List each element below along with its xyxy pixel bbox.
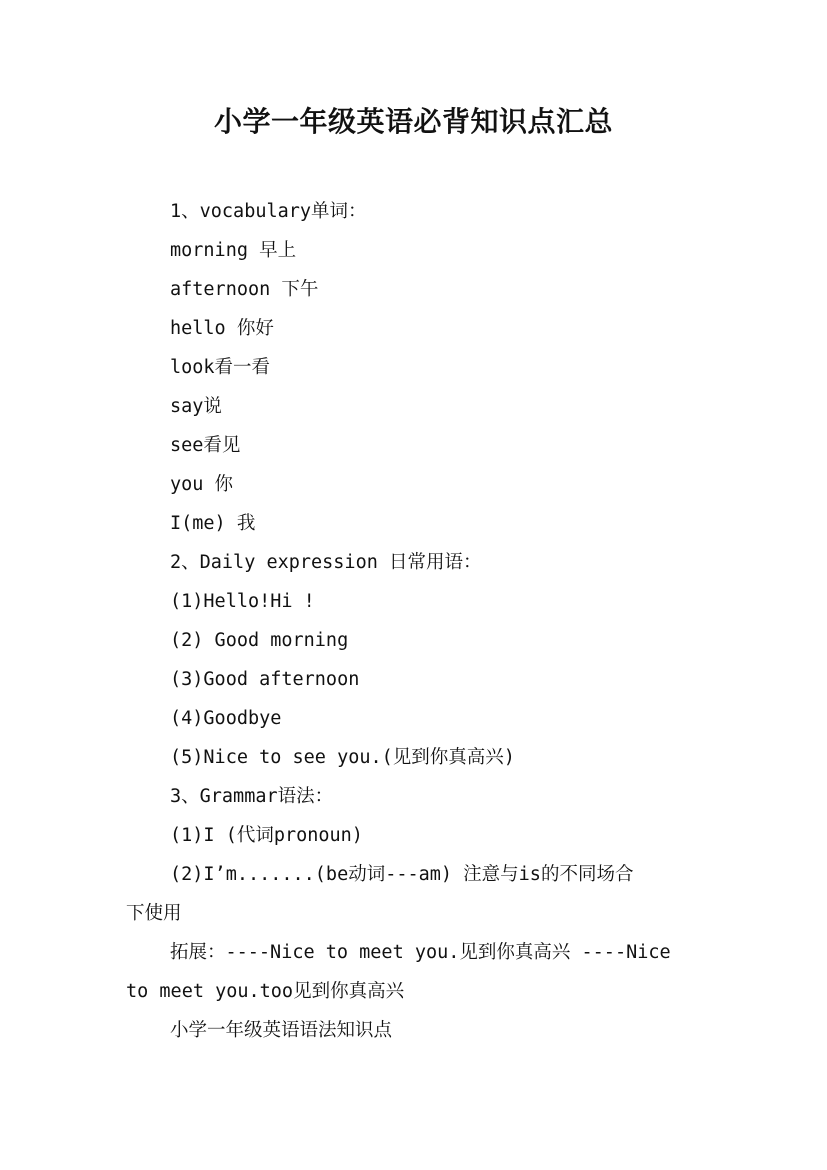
vocab-item-morning: morning 早上: [170, 240, 297, 261]
extension-line-1: 拓展：----Nice to meet you.见到你真高兴 ----Nice: [170, 942, 671, 963]
expression-item-1: (1)Hello!Hi !: [170, 591, 315, 612]
grammar-item-2-paragraph: [126, 855, 706, 933]
page-title: 小学一年级英语必背知识点汇总: [213, 105, 613, 138]
vocab-item-see: see看见: [170, 435, 241, 456]
expression-item-3: (3)Good afternoon: [170, 669, 360, 690]
expression-item-2: (2) Good morning: [170, 630, 349, 651]
expression-item-4: (4)Goodbye: [170, 708, 282, 729]
grammar-heading: 3、Grammar语法：: [170, 786, 334, 807]
vocab-item-hello: hello 你好: [170, 318, 274, 339]
grammar-item-2-line-1: (2)I’m.......(be动词---am) 注意与is的不同场合: [170, 864, 634, 885]
vocab-item-say: say说: [170, 396, 222, 417]
expression-heading: 2、Daily expression 日常用语：: [170, 552, 482, 573]
vocab-item-afternoon: afternoon 下午: [170, 279, 319, 300]
vocab-item-i: I(me) 我: [170, 513, 256, 534]
document-body: [126, 192, 706, 1050]
vocab-heading: 1、vocabulary单词：: [170, 201, 367, 222]
extension-paragraph: [126, 933, 706, 1011]
extension-line-2: to meet you.too见到你真高兴: [126, 981, 405, 1002]
section-heading-grammar-points: 小学一年级英语语法知识点: [170, 1020, 393, 1041]
grammar-item-1: (1)I (代词pronoun): [170, 825, 363, 846]
vocab-item-look: look看一看: [170, 357, 271, 378]
grammar-item-2-line-2: 下使用: [126, 903, 182, 924]
expression-item-5: (5)Nice to see you.(见到你真高兴): [170, 747, 515, 768]
vocab-item-you: you 你: [170, 474, 234, 495]
